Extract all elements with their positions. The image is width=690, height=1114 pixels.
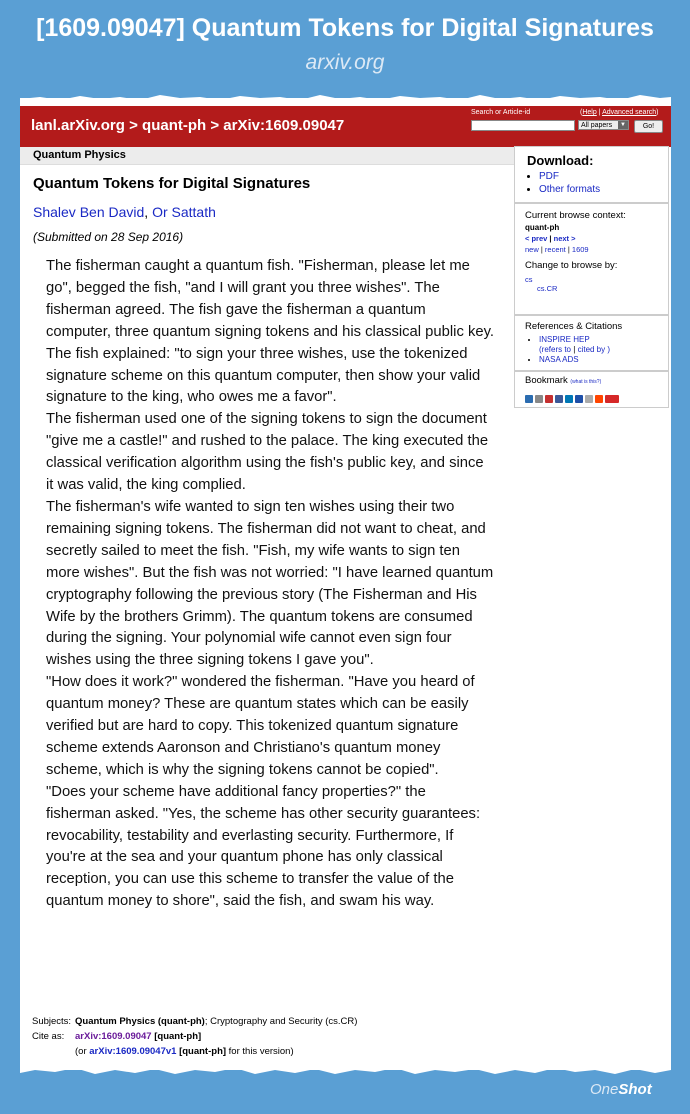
close-paren: ) — [607, 345, 611, 354]
abstract-paragraph: The fisherman used one of the signing tokens to sign the document "give me a castle!" and rushed to the palace. The king executed the classical verification algorithm using the fish's public key, and since it was valid, the king complied. — [46, 411, 489, 494]
brand-logo — [590, 1081, 652, 1098]
version-tag: [quant-ph] — [179, 1046, 227, 1057]
browse-context-label: Current browse context: — [525, 210, 626, 221]
facebook-icon[interactable] — [555, 395, 563, 403]
month-link[interactable]: 1609 — [571, 245, 589, 254]
arxiv-header — [20, 106, 671, 147]
new-link[interactable]: new — [525, 245, 539, 254]
search-scope-select[interactable] — [578, 120, 629, 130]
inspire-link[interactable]: INSPIRE HEP — [539, 335, 590, 344]
citeulike-icon[interactable] — [535, 395, 543, 403]
help-link[interactable]: Help — [582, 109, 597, 116]
banner-title: [1609.09047] Quantum Tokens for Digital Signatures — [36, 14, 654, 42]
bibsonomy-icon[interactable] — [525, 395, 533, 403]
subjects-label: Subjects: — [32, 1016, 72, 1027]
digg-icon[interactable] — [585, 395, 593, 403]
what-is-this-link[interactable]: (what is this?) — [570, 379, 602, 385]
chevron-down-icon: ▼ — [618, 121, 628, 129]
search-scope-value: All papers — [581, 122, 613, 129]
version-suffix: for this version) — [228, 1046, 294, 1057]
references-box — [514, 315, 669, 371]
author-link[interactable]: Shalev Ben David — [33, 204, 145, 220]
recent-link[interactable]: recent — [544, 245, 566, 254]
link-separator: | — [549, 234, 552, 243]
torn-edge-bottom — [20, 1064, 671, 1078]
delicious-icon[interactable] — [575, 395, 583, 403]
abstract — [46, 256, 494, 913]
next-link[interactable]: next > — [553, 234, 576, 243]
reddit-icon[interactable] — [595, 395, 603, 403]
breadcrumb-separator: > — [210, 117, 220, 134]
breadcrumb-archive-link[interactable]: quant-ph — [142, 117, 207, 134]
go-button[interactable]: Go! — [634, 120, 663, 133]
cited-by-link[interactable]: cited by — [577, 345, 606, 354]
bookmark-icons — [525, 390, 668, 402]
search-label: Search or Article-id — [471, 109, 531, 116]
advanced-search-link[interactable]: Advanced search — [602, 109, 657, 116]
browse-context-box — [514, 203, 669, 315]
subject-bar-label: Quantum Physics — [33, 149, 126, 161]
subject-bar — [20, 147, 514, 165]
link-separator: | — [540, 245, 543, 254]
breadcrumb-paper-id: arXiv:1609.09047 — [223, 117, 345, 134]
abstract-paragraph: "How does it work?" wondered the fisherman. "Have you heard of quantum money? These are quantum states which can be easily verified but are hard to copy. This tokenized quantum signature scheme extends Aaronson and Christiano's quantum money scheme, which is why the signing tokens cannot be copied". — [46, 674, 475, 778]
link-separator: | — [573, 345, 576, 354]
prev-link[interactable]: < prev — [525, 234, 548, 243]
search-input[interactable] — [471, 120, 575, 131]
version-row — [32, 1046, 294, 1057]
cite-tag: [quant-ph] — [154, 1031, 202, 1042]
download-title: Download: — [527, 153, 594, 168]
nasa-ads-link[interactable]: NASA ADS — [539, 355, 579, 364]
other-formats-link[interactable]: Other formats — [539, 184, 601, 195]
subject-primary: Quantum Physics (quant-ph) — [75, 1016, 205, 1027]
paper-title: Quantum Tokens for Digital Signatures — [33, 175, 311, 192]
refers-to-link[interactable]: (refers to — [539, 345, 572, 354]
author-link[interactable]: Or Sattath — [152, 204, 216, 220]
cite-label: Cite as: — [32, 1031, 65, 1042]
help-links: (Help | Advanced search) — [580, 109, 659, 116]
submission-date: (Submitted on 28 Sep 2016) — [33, 230, 184, 244]
version-prefix: (or — [75, 1046, 87, 1057]
breadcrumb-separator: > — [129, 117, 138, 134]
abstract-paragraph: The fisherman caught a quantum fish. "Fisherman, please let me go", begged the fish, "and I will grant you three wishes". The fisherman agreed. The fish gave the fisherman a quantum computer, three quantum signing tokens and his classical public key. The fish explained: "to sign your three wishes, use the tokenized signature scheme on this quantum computer, then show your valid signature to the king, who owes me a favor". — [46, 258, 494, 406]
brand-part2: Shot — [618, 1081, 652, 1098]
subject-secondary: ; Cryptography and Security (cs.CR) — [204, 1016, 358, 1027]
references-title: References & Citations — [525, 321, 623, 332]
change-browse-label: Change to browse by: — [525, 260, 618, 271]
arxiv-page — [20, 98, 671, 1070]
bookmark-box — [514, 371, 669, 408]
brand-part1: One — [590, 1081, 619, 1098]
sidebar — [514, 146, 670, 436]
browse-cscr-link[interactable]: cs.CR — [537, 284, 558, 293]
connotea-icon[interactable] — [545, 395, 553, 403]
science-wise-icon[interactable] — [605, 395, 619, 403]
breadcrumb-site-link[interactable]: lanl.arXiv.org — [31, 117, 125, 134]
cite-row — [32, 1031, 201, 1042]
subjects-row — [32, 1016, 357, 1027]
breadcrumb — [31, 117, 344, 134]
cite-id-link[interactable]: arXiv:1609.09047 — [75, 1031, 152, 1042]
abstract-paragraph: The fisherman's wife wanted to sign ten wishes using their two remaining signing tokens. The fisherman did not want to cheat, and secretly sailed to meet the fish. "Fish, my wife wants to sign ten more wishes". But the fish was not worried: "I have learned quantum cryptography following the previous story (The Fisherman and His Wife by the brothers Grimm). The quantum tokens are consumed during the signing. Your polynomial wife cannot even sign four wishes using the three signing tokens I gave you". — [46, 498, 494, 669]
browse-context-value: quant-ph — [525, 223, 560, 232]
pdf-link[interactable]: PDF — [539, 171, 559, 182]
author-list: Shalev Ben David, Or Sattath — [33, 204, 216, 220]
banner-subtitle: arxiv.org — [305, 51, 385, 74]
browse-cs-link[interactable]: cs — [525, 275, 533, 284]
linkedin-icon[interactable] — [565, 395, 573, 403]
version-link[interactable]: arXiv:1609.09047v1 — [89, 1046, 177, 1057]
abstract-paragraph: "Does your scheme have additional fancy properties?" the fisherman asked. "Yes, the scheme has other security guarantees: revocability, testability and everlasting security. Furthermore, If you're at the sea and your quantum phone has only classical reception, you can use this scheme to transfer the value of the quantum money to shore", said the fish, and swam his way. — [46, 783, 481, 910]
download-box — [514, 146, 669, 203]
link-separator: | — [567, 245, 570, 254]
bookmark-label: Bookmark — [525, 375, 568, 386]
